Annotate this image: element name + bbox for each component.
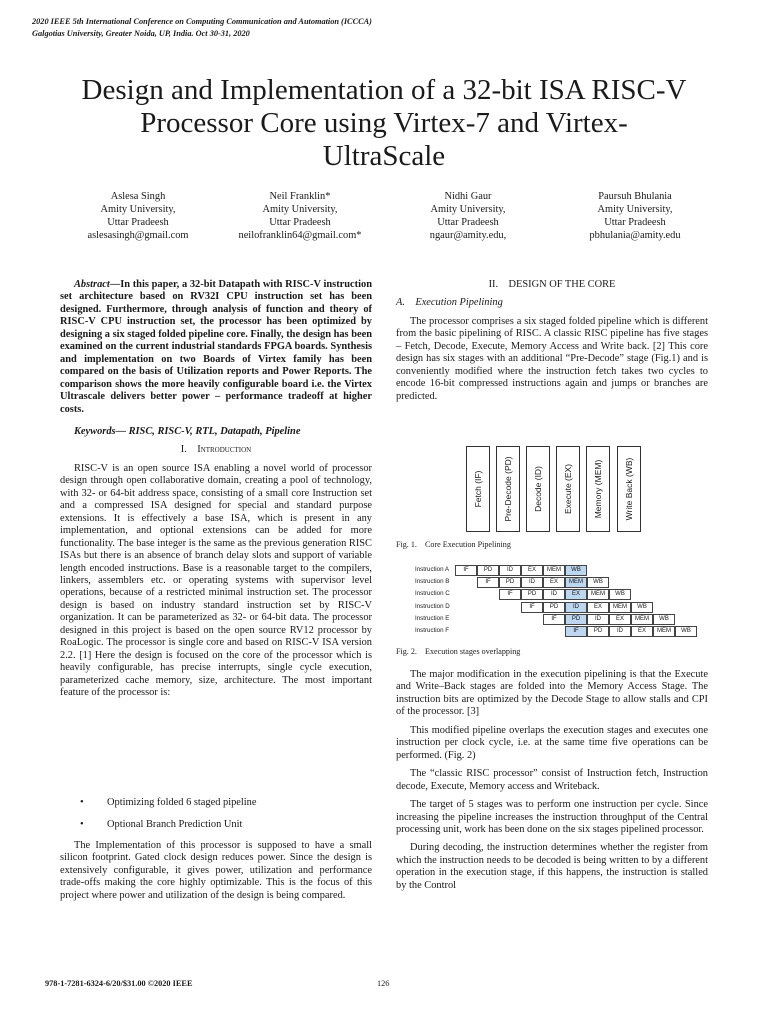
pipeline-stage-cell: ID bbox=[543, 589, 565, 600]
abstract-label: Abstract bbox=[74, 279, 110, 290]
bullet-dot-icon: • bbox=[80, 797, 84, 808]
abstract-dash: — bbox=[109, 279, 121, 290]
author-place: Uttar Pradeesh bbox=[604, 217, 666, 228]
author-name: Aslesa Singh bbox=[110, 191, 166, 202]
pipeline-stage-cell: PD bbox=[565, 614, 587, 625]
intro-num: I. bbox=[180, 444, 187, 456]
pipeline-stage-cell: WB bbox=[565, 565, 587, 576]
pipeline-stage-cell: WB bbox=[675, 626, 697, 637]
pipeline-stage-cell: ID bbox=[565, 602, 587, 613]
pipeline-stage-cell: EX bbox=[609, 614, 631, 625]
pipeline-stage-cell: MEM bbox=[543, 565, 565, 576]
pipeline-stage-cell: WB bbox=[609, 589, 631, 600]
design-paragraph-3: This modified pipeline overlaps the execution stages and executes one instruction per clock cycle, i.e. at the same time five operations can be performed. (Fig. 2) bbox=[396, 724, 708, 761]
author-email[interactable]: pbhulania@amity.edu bbox=[589, 230, 681, 241]
pipeline-stage-cell: EX bbox=[521, 565, 543, 576]
bullet-text: Optional Branch Prediction Unit bbox=[107, 819, 243, 830]
pipeline-stage-cell: MEM bbox=[609, 602, 631, 613]
pipeline-stage-cell: MEM bbox=[565, 577, 587, 588]
right-column-bottom bbox=[396, 669, 708, 892]
stage-box-pre-decode bbox=[496, 446, 520, 532]
pipeline-stage-cell: WB bbox=[653, 614, 675, 625]
design-paragraph-6: During decoding, the instruction determines whether the register from which the instruction needs to be decoded is being written to by a different operation in the execution stage, if this happens, the instruction is stalled by the Control bbox=[396, 842, 708, 891]
author-1 bbox=[53, 190, 223, 242]
conference-header bbox=[32, 16, 372, 40]
stage-box-memory bbox=[586, 446, 610, 532]
stage-box-write-back bbox=[617, 446, 641, 532]
pipeline-stage-cell: MEM bbox=[653, 626, 675, 637]
author-place: Uttar Pradeesh bbox=[269, 217, 331, 228]
author-3 bbox=[383, 190, 553, 242]
intro-title: Introduction bbox=[197, 444, 252, 456]
author-org: Amity University, bbox=[430, 204, 506, 215]
keywords-label: Keywords bbox=[74, 425, 116, 437]
design-paragraph-2: The major modification in the execution pipelining is that the Execute and Write–Back stages are folded into the Memory Access Stage. The instruction bits are optimized by the Decode Stage to allow stalls and CPI of the processor. [3] bbox=[396, 669, 708, 718]
pipeline-stage-cell: PD bbox=[499, 577, 521, 588]
pipeline-stage-cell: IF bbox=[499, 589, 521, 600]
page-number: 126 bbox=[377, 979, 390, 988]
pipeline-stage-cell: PD bbox=[543, 602, 565, 613]
author-email[interactable]: aslesasingh@gmail.com bbox=[87, 230, 189, 241]
author-org: Amity University, bbox=[262, 204, 338, 215]
stage-label: Fetch (IF) bbox=[473, 470, 483, 508]
stage-label: Decode (ID) bbox=[533, 466, 543, 512]
stage-label: Write Back (WB) bbox=[624, 457, 634, 521]
figure-1-number: Fig. 1. bbox=[396, 540, 417, 549]
intro-paragraph-2-block bbox=[60, 840, 372, 902]
pipeline-stage-cell: EX bbox=[587, 602, 609, 613]
author-4 bbox=[550, 190, 720, 242]
figure-1-text: Core Execution Pipelining bbox=[425, 540, 511, 549]
author-email[interactable]: ngaur@amity.edu, bbox=[429, 230, 507, 241]
subsection-title: Execution Pipelining bbox=[415, 297, 503, 309]
title-line-1: Design and Implementation of a 32-bit ISA RISC-V bbox=[81, 74, 687, 106]
design-paragraph-4: The “classic RISC processor” consist of Instruction fetch, Instruction decode, Execute, Memory access and Writeback. bbox=[396, 768, 708, 792]
pipeline-stage-cell: WB bbox=[631, 602, 653, 613]
author-2 bbox=[215, 190, 385, 242]
design-num: II. bbox=[488, 279, 499, 290]
design-paragraph-1: The processor comprises a six staged folded pipeline which is different from the basic pipelining of RISC. A classic RISC pipeline has five stages – Fetch, Decode, Execute, Memory Access and Write back. [2] This core design has six stages with an additional “Pre-Decode” stage (Fig.1) and is conveniently modified where the instruction fetch takes two cycles to encode 16-bit compressed instructions again and jumps or branches are predicted. bbox=[396, 315, 708, 402]
pipeline-stage-cell: WB bbox=[587, 577, 609, 588]
figure-2-number: Fig. 2. bbox=[396, 647, 417, 656]
pipeline-stage-cell: PD bbox=[587, 626, 609, 637]
keywords-text: — RISC, RISC-V, RTL, Datapath, Pipeline bbox=[115, 425, 301, 437]
author-place: Uttar Pradeesh bbox=[107, 217, 169, 228]
figure-2-caption bbox=[396, 647, 520, 656]
pipeline-stage-cell: ID bbox=[499, 565, 521, 576]
abstract bbox=[60, 279, 372, 416]
pipeline-stage-cell: IF bbox=[565, 626, 587, 637]
author-name: Paursuh Bhulania bbox=[598, 191, 672, 202]
pipeline-stage-cell: ID bbox=[521, 577, 543, 588]
subsection-heading bbox=[396, 297, 708, 309]
pipeline-stage-cell: IF bbox=[455, 565, 477, 576]
paper-title bbox=[40, 74, 728, 173]
stage-label: Pre-Decode (PD) bbox=[503, 456, 513, 522]
left-column bbox=[60, 279, 372, 700]
pipeline-stage-cell: EX bbox=[543, 577, 565, 588]
stage-box-decode bbox=[526, 446, 550, 532]
figure-1-caption bbox=[396, 540, 511, 549]
conference-line-2: Galgotias University, Greater Noida, UP, India. Oct 30-31, 2020 bbox=[32, 29, 250, 38]
author-place: Uttar Pradeesh bbox=[437, 217, 499, 228]
stage-label: Execute (EX) bbox=[563, 463, 573, 515]
pipeline-stage-cell: ID bbox=[609, 626, 631, 637]
pipeline-stage-cell: PD bbox=[477, 565, 499, 576]
pipeline-stage-cell: MEM bbox=[631, 614, 653, 625]
pipeline-stage-cell: IF bbox=[477, 577, 499, 588]
stage-box-execute bbox=[556, 446, 580, 532]
pipeline-stage-cell: MEM bbox=[587, 589, 609, 600]
title-line-2: Processor Core using Virtex-7 and Virtex- bbox=[140, 107, 628, 139]
design-heading bbox=[396, 279, 708, 291]
pipeline-stage-cell: EX bbox=[565, 589, 587, 600]
right-column-top bbox=[396, 279, 708, 403]
bullet-dot-icon: • bbox=[80, 819, 84, 830]
bullet-text: Optimizing folded 6 staged pipeline bbox=[107, 797, 257, 808]
pipeline-row-label: Instruction D bbox=[415, 602, 450, 610]
pipeline-row-label: Instruction C bbox=[415, 590, 450, 598]
keywords bbox=[60, 426, 372, 438]
pipeline-row-label: Instruction E bbox=[415, 614, 450, 622]
design-paragraph-5: The target of 5 stages was to perform one instruction per cycle. Since increasing the pipeline increases the instruction throughput of the Central processing unit, work has been done on the six stages pipelined processor. bbox=[396, 799, 708, 835]
footer-isbn: 978-1-7281-6324-6/20/$31.00 ©2020 IEEE bbox=[45, 979, 193, 988]
author-org: Amity University, bbox=[597, 204, 673, 215]
pipeline-stage-cell: EX bbox=[631, 626, 653, 637]
conference-line-1: 2020 IEEE 5th International Conference on Computing Communication and Automation (ICCCA) bbox=[32, 17, 372, 26]
intro-paragraph-2: The Implementation of this processor is supposed to have a small silicon footprint. Gated clock design reduces power. Since the design is extensively configurable, it gives power, utilization and performance trade-offs making the core highly optimizable. This is the focus of this project where power and utilization of the design is being compared. bbox=[60, 840, 372, 901]
author-org: Amity University, bbox=[100, 204, 176, 215]
abstract-text: In this paper, a 32-bit Datapath with RISC-V instruction set architecture based on RV32I CPU instruction set has been designed. Furthermore, through analysis of function and theory of RISC-V CPU instruction set, the processor has been optimized by designing a six staged folded pipeline core. Finally, the design has been examined on the current industrial standards FPGA boards. Synthesis and implementation on two Boards of Virtex family has been compared on the basis of Utilization reports and Power Reports. The comparison shows the more heavily configurable board i.e. the Virtex Ultrascale delivers better power – performance tradeoff at higher costs. bbox=[60, 279, 372, 415]
subsection-letter: A. bbox=[396, 297, 405, 309]
intro-heading bbox=[60, 444, 372, 456]
pipeline-row-label: Instruction B bbox=[415, 578, 450, 586]
pipeline-stage-cell: IF bbox=[543, 614, 565, 625]
design-title: DESIGN OF THE CORE bbox=[508, 279, 616, 290]
pipeline-stage-cell: IF bbox=[521, 602, 543, 613]
title-line-3: UltraScale bbox=[322, 140, 446, 172]
author-email[interactable]: neilofranklin64@gmail.com* bbox=[238, 230, 362, 241]
stage-box-fetch bbox=[466, 446, 490, 532]
figure-2-text: Execution stages overlapping bbox=[425, 647, 521, 656]
pipeline-row-label: Instruction F bbox=[415, 627, 450, 634]
pipeline-stage-cell: PD bbox=[521, 589, 543, 600]
author-name: Neil Franklin* bbox=[269, 191, 331, 202]
stage-label: Memory (MEM) bbox=[593, 459, 603, 519]
intro-paragraph-1: RISC-V is an open source ISA enabling a novel world of processor design through open collaborative domain, creating a pool of technology, with 32- or 64-bit address space, consisting of a small core Instruction set and a compressed ISA designed for special and standard purpose extensions. It is effectively a base ISA, which is present in any implementation, and optional extensions can be added for more functionality. The base integer is the same as the previous generation RISC ISAs but there is an absence of branch delay slots and support of variable length encoded instructions. Base is a reasonable target to the compilers, linkers, assemblers etc. or operating systems with supervisor level operations, because of a restricted minimal instruction set. The processor design is based on industry standard instruction set by RISC-V organization. It can be parameterized as 32- or 64-bit data. The processor designed in this project is based on the open source RV12 processor by RoaLogic. The processor is single core and based on RISC-V ISA version 2.2. [1] Here the design is focused on the core of the processor which is heavily configurable, has precise interrupts, single cycle execution, parameterized cache memory, size, architecture. The most important feature of the processor is: bbox=[60, 462, 372, 699]
pipeline-row-label: Instruction A bbox=[415, 566, 450, 573]
author-name: Nidhi Gaur bbox=[444, 191, 492, 202]
pipeline-stage-cell: ID bbox=[587, 614, 609, 625]
